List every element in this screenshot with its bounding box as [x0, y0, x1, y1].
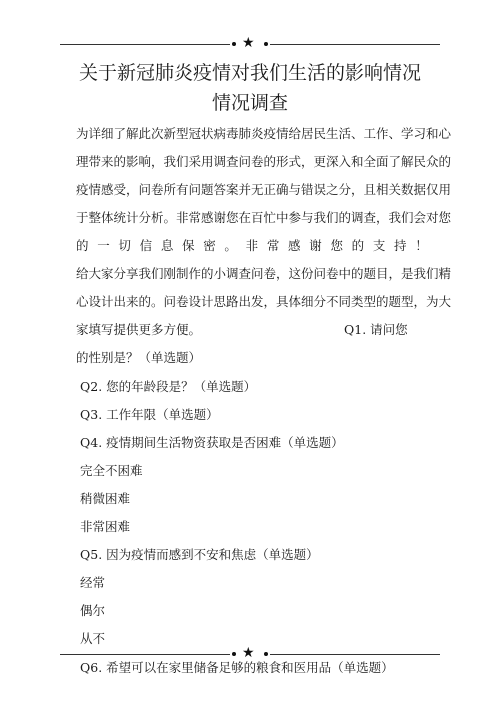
ornament-line-left: [60, 44, 230, 45]
option-item: 偶尔: [80, 603, 106, 618]
spread-char: 非: [245, 238, 259, 253]
ornament-line-right: [270, 44, 440, 45]
spread-char: 切: [118, 238, 131, 253]
spread-char: 谢: [309, 238, 322, 253]
question-q1-end: 的性别是？（单选题）: [76, 350, 202, 365]
option-item: 经常: [80, 575, 106, 590]
option-item: 稍微困难: [80, 491, 131, 506]
spread-char: 。: [224, 238, 237, 253]
ornament-dot-left: [232, 652, 236, 656]
spread-char: 的: [76, 238, 89, 253]
question-q2: Q2. 您的年龄段是？（单选题）: [80, 379, 257, 394]
question-q3: Q3. 工作年限（单选题）: [80, 407, 219, 422]
spread-char: 一: [97, 238, 110, 253]
spread-char: 感: [288, 238, 301, 253]
document-title-line1: 关于新冠肺炎疫情对我们生活的影响情况: [78, 62, 421, 84]
star-icon: ★: [242, 35, 255, 51]
question-q1-start: Q1. 请问您: [344, 322, 408, 337]
question-q5: Q5. 因为疫情而感到不安和焦虑（单选题）: [80, 547, 319, 562]
document-title-line2: 情况调查: [211, 92, 288, 114]
spread-char: 您: [330, 238, 343, 253]
spread-char: 保: [182, 238, 195, 253]
option-item: 非常困难: [80, 519, 131, 534]
intro-line: 给大家分享我们刚制作的小调查问卷，这份问卷中的题目，是我们精: [76, 266, 452, 281]
spread-char: 的: [351, 238, 365, 253]
spread-char: 信: [139, 238, 153, 253]
intro-line: 家填写提供更多方便。: [76, 322, 202, 337]
intro-line: 理带来的影响，我们采用调查问卷的形式，更深入和全面了解民众的: [76, 154, 452, 169]
ornament-dot-right: [264, 652, 268, 656]
star-icon: ★: [242, 645, 255, 661]
intro-line: 于整体统计分析。非常感谢您在百忙中参与我们的调查，我们会对您: [76, 210, 452, 225]
ornament-line-right: [270, 654, 440, 655]
spread-char: ！: [415, 238, 428, 253]
top-ornament: [60, 35, 440, 52]
ornament-dot-left: [232, 42, 236, 46]
ornament-line-left: [60, 654, 230, 655]
question-q4: Q4. 疫情期间生活物资获取是否困难（单选题）: [80, 435, 344, 450]
option-item: 完全不困难: [80, 463, 143, 478]
spread-char: 息: [160, 238, 174, 253]
spread-char: 常: [266, 238, 280, 253]
intro-spread-line: [76, 236, 428, 254]
intro-line: 心设计出来的。问卷设计思路出发，具体细分不同类型的题型，为大: [76, 294, 452, 309]
question-q6: Q6. 希望可以在家里储备足够的粮食和医用品（单选题）: [80, 660, 394, 675]
intro-line: 为详细了解此次新型冠状病毒肺炎疫情给居民生活、工作、学习和心: [76, 126, 452, 141]
option-item: 从不: [80, 631, 106, 646]
intro-line: 疫情感受，问卷所有问题答案并无正确与错误之分，且相关数据仅用: [76, 182, 452, 197]
spread-char: 持: [394, 238, 407, 253]
ornament-dot-right: [264, 42, 268, 46]
spread-char: 支: [372, 238, 386, 253]
spread-char: 密: [203, 238, 216, 253]
